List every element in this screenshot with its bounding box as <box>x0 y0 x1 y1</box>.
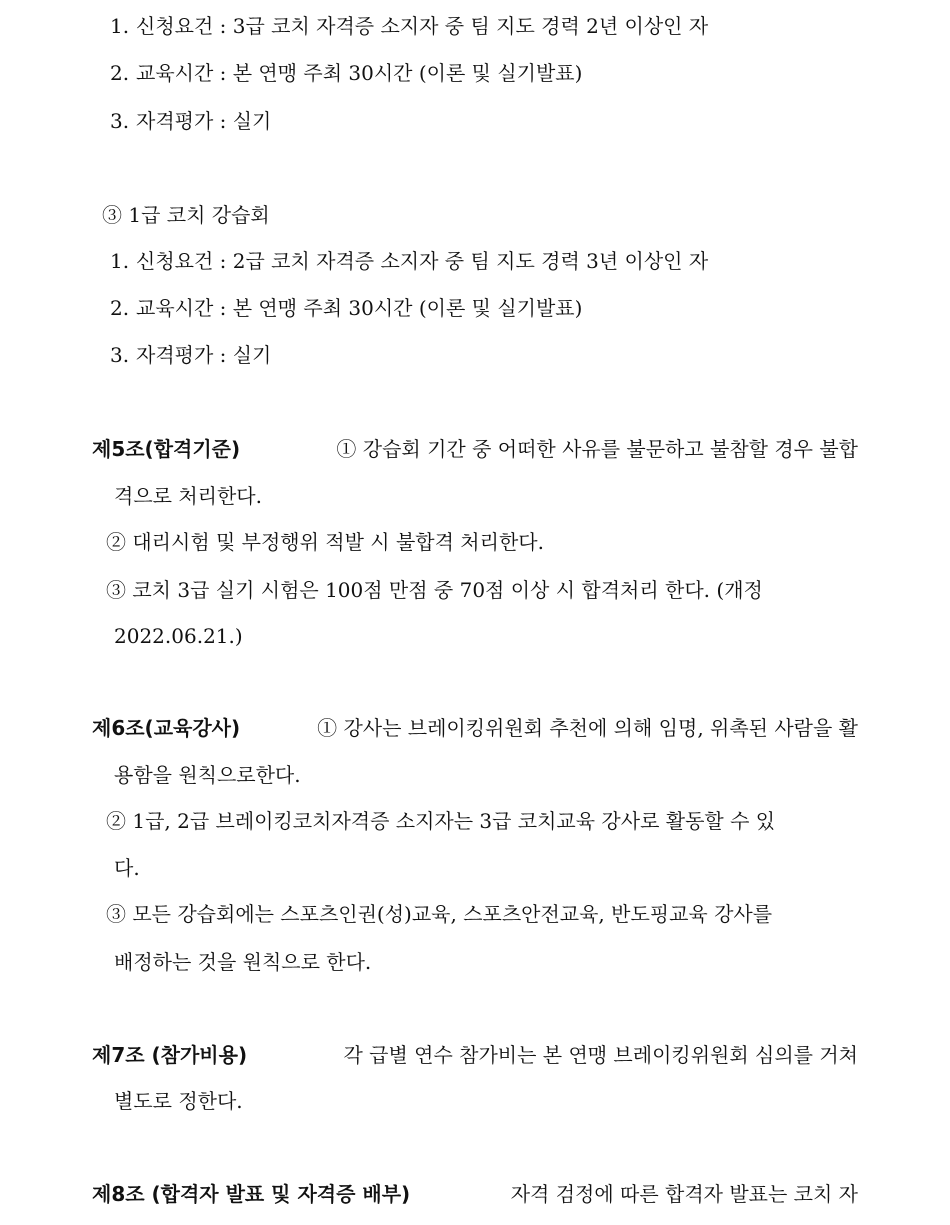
article5-line4: ③ 코치 3급 실기 시험은 100점 만점 중 70점 이상 시 합격처리 한다. (개정 <box>106 578 763 602</box>
grade2-item-1: 1. 신청요건 : 3급 코치 자격증 소지자 중 팀 지도 경력 2년 이상인 자 <box>110 14 709 38</box>
article8-heading: 제8조 (합격자 발표 및 자격증 배부) <box>92 1182 411 1206</box>
grade2-item-3: 3. 자격평가 : 실기 <box>110 109 272 133</box>
article5-first-line <box>92 437 858 461</box>
grade1-heading: ③ 1급 코치 강습회 <box>102 203 270 227</box>
article7-first-line <box>92 1043 858 1067</box>
grade1-item-3: 3. 자격평가 : 실기 <box>110 343 272 367</box>
grade1-item-2: 2. 교육시간 : 본 연맹 주최 30시간 (이론 및 실기발표) <box>110 296 583 320</box>
article6-line6: 배정하는 것을 원칙으로 한다. <box>114 950 372 974</box>
article7-heading: 제7조 (참가비용) <box>92 1043 248 1067</box>
article8-first-line <box>92 1182 858 1206</box>
article5-line1: ① 강습회 기간 중 어떠한 사유를 불문하고 불참할 경우 불합 <box>336 437 858 461</box>
article5-line5: 2022.06.21.) <box>114 624 243 648</box>
article6-line5: ③ 모든 강습회에는 스포츠인권(성)교육, 스포츠안전교육, 반도핑교육 강사를 <box>106 902 773 926</box>
article8-line1: 자격 검정에 따른 합격자 발표는 코치 자 <box>510 1182 858 1206</box>
article5-line3: ② 대리시험 및 부정행위 적발 시 불합격 처리한다. <box>106 530 544 554</box>
article6-line1: ① 강사는 브레이킹위원회 추천에 의해 임명, 위촉된 사람을 활 <box>317 716 858 740</box>
grade2-item-2: 2. 교육시간 : 본 연맹 주최 30시간 (이론 및 실기발표) <box>110 61 583 85</box>
article7-line2: 별도로 정한다. <box>114 1089 243 1113</box>
article5-line2: 격으로 처리한다. <box>114 484 262 508</box>
article6-line2: 용함을 원칙으로한다. <box>114 763 301 787</box>
article6-line4: 다. <box>114 856 140 880</box>
article5-heading: 제5조(합격기준) <box>92 437 241 461</box>
article6-heading: 제6조(교육강사) <box>92 716 241 740</box>
grade1-item-1: 1. 신청요건 : 2급 코치 자격증 소지자 중 팀 지도 경력 3년 이상인 자 <box>110 249 709 273</box>
article6-first-line <box>92 716 858 740</box>
article6-line3: ② 1급, 2급 브레이킹코치자격증 소지자는 3급 코치교육 강사로 활동할 수 있 <box>106 809 776 833</box>
article7-line1: 각 급별 연수 참가비는 본 연맹 브레이킹위원회 심의를 거쳐 <box>343 1043 858 1067</box>
